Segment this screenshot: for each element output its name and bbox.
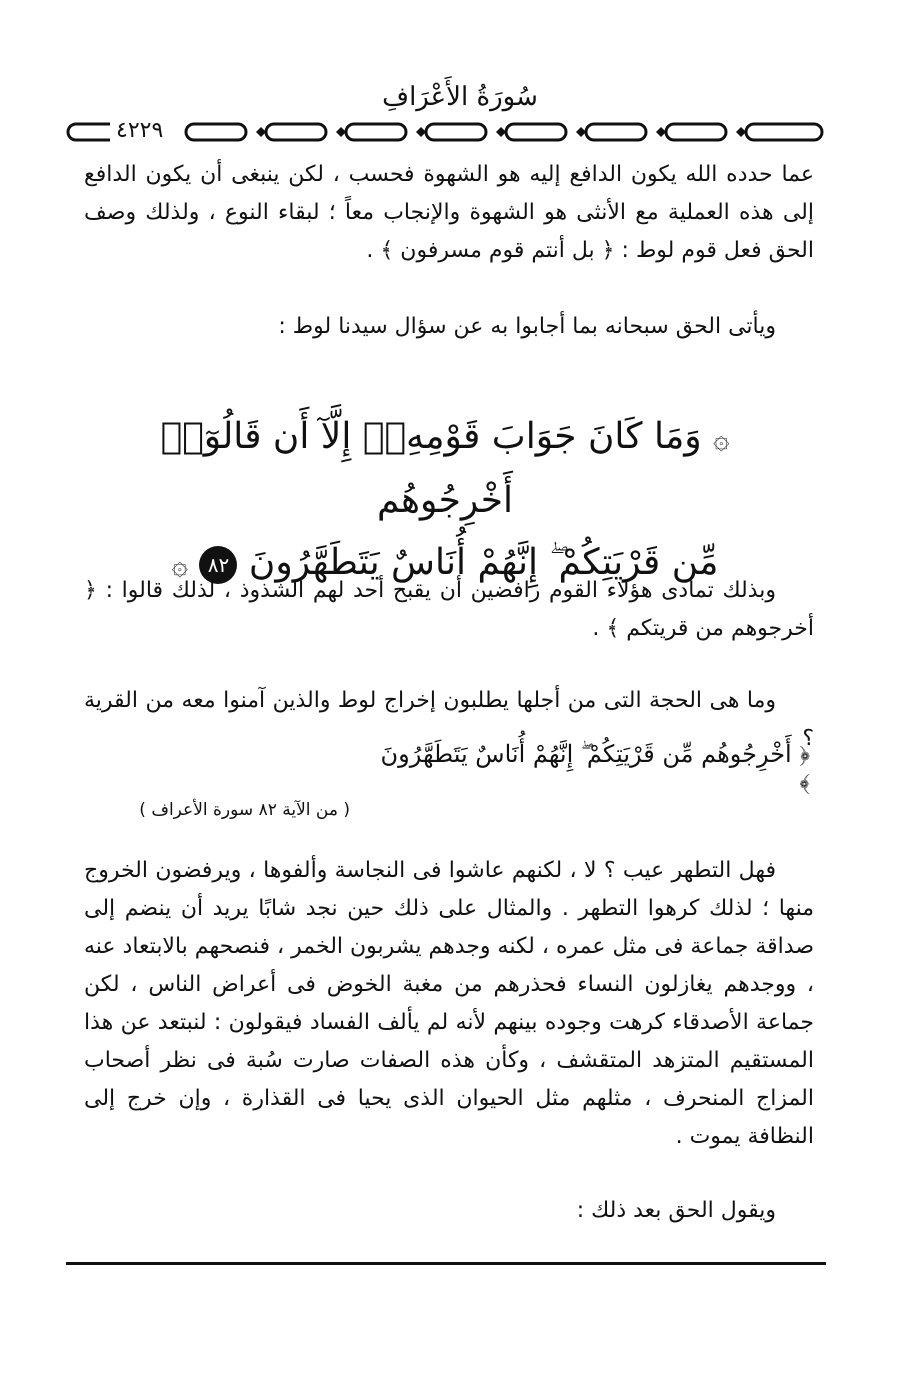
surah-title: سُورَةُ الأَعْرَافِ (382, 82, 538, 112)
paragraph-6 (84, 1192, 814, 1230)
verse-number: ٨٢ (199, 546, 237, 584)
paragraph-3-text: وبذلك تمادى هؤلاء القوم رافضين أن يقبح أحد لهم الشذوذ ، لذلك قالوا : ﴿ أخرجوهم من قريتكم ﴾ . (84, 578, 814, 641)
verse-line-1 (120, 406, 770, 532)
verse-line-2-text: مِّن قَرْيَتِكُمْ ۖ إِنَّهُمْ أُنَاسٌ يَتَطَهَّرُونَ (248, 542, 719, 583)
paragraph-6-text: ويقول الحق بعد ذلك : (576, 1198, 776, 1223)
verse-line-1-text: وَمَا كَانَ جَوَابَ قَوْمِهِۦٓ إِلَّآ أَن قَالُوٓا۟ أَخْرِجُوهُم (160, 416, 702, 521)
paragraph-5-text: فهل التطهر عيب ؟ لا ، لكنهم عاشوا فى النجاسة وألفوها ، ويرفضون الخروج منها ؛ لذلك كرهوا التطهر . والمثال على ذلك حين نجد شابًا يريد أن ينضم إلى صداقة جماعة فى مثل عمره ، لكنه وجدهم يشربون الخمر ، فنصحهم بالابتعاد عنه ، ووجدهم يغازلون النساء فحذرهم من مغبة الخوض فى أعراض الناس ، لكن جماعة الأصدقاء كرهت وجوده بينهم لأنه لم يألف الفساد فيقولون : لنبتعد عن هذا المستقيم المتزهد المتقشف ، وكأن هذه الصفات صارت سُبة فى نظر أصحاب المزاج المنحرف ، مثلهم مثل الحيوان الذى يحيا فى القذارة ، وإن خرج إلى النظافة يموت . (84, 858, 814, 1149)
inline-verse: ﴿ أَخْرِجُوهُم مِّن قَرْيَتِكُمْ ۖ إِنَّهُمْ أُنَاسٌ يَتَطَهَّرُونَ ﴾ (380, 740, 810, 796)
decorative-border (66, 120, 826, 144)
quran-verse (120, 406, 770, 596)
verse-reference: ( من الآية ٨٢ سورة الأعراف ) (139, 800, 350, 820)
paragraph-2 (84, 308, 814, 346)
verse-ornament-close: ۞ (171, 548, 189, 581)
paragraph-4-text: وما هى الحجة التى من أجلها يطلبون إخراج لوط والذين آمنوا معه من القرية ؟ (84, 688, 814, 751)
paragraph-1: عما حدده الله يكون الدافع إليه هو الشهوة فحسب ، لكن ينبغى أن يكون الدافع إلى هذه العملية مع الأنثى هو الشهوة والإنجاب معاً ؛ لبقاء النوع ، ولذلك وصف الحق فعل قوم لوط : ﴿ بل أنتم قوم مسرفون ﴾ . (84, 162, 814, 263)
paragraph-3 (84, 572, 814, 648)
paragraph-2-text: ويأتى الحق سبحانه بما أجابوا به عن سؤال سيدنا لوط : (278, 314, 776, 339)
bottom-rule (66, 1262, 826, 1265)
verse-ornament-open: ۞ (713, 422, 730, 455)
page-number: ٤٢٢٩ (110, 118, 169, 143)
paragraph-5 (84, 852, 814, 1156)
